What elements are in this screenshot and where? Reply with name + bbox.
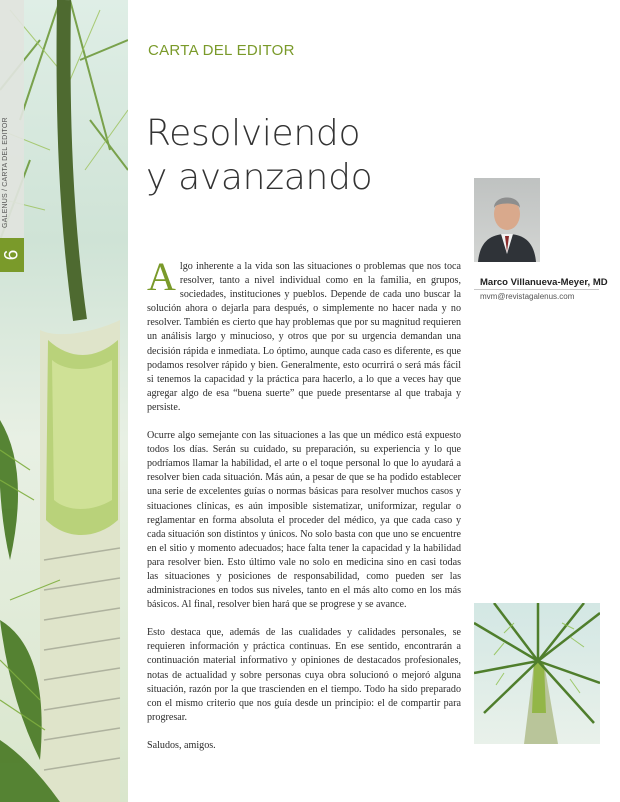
title-line-1: Resolviendo: [146, 113, 361, 154]
paragraph-2: Ocurre algo semejante con las situaciones a las que un médico está expuesto todos los días. Serán su cuidado, su preparación, su experiencia y lo que podríamos llamar la habilidad, el arte o el toque personal lo que lo ayudará a resolver bien cada situación. Más aún, a pesar de que se ha podido establecer una serie de excelentes guías o normas básicas para resolver muchos casos y situaciones clínicas, es aún imposible sistematizar, uniformizar, regular o reglamentar en forma absoluta el proceder del médico, ya que cada caso y cada situación son distintos y únicos. No solo basta con que uno se encuentre en el sitio y momento adecuados; hace falta tener la capacidad y la habilidad para resolver bien. Esto último vale no solo en medicina sino en casi todas las situaciones y posiciones de responsabilidad, como pueden ser las administraciones en todos sus niveles, tanto en el más alto como en los más básicos. Al final, resolver bien hará que se progrese y se avance.: [147, 430, 461, 611]
author-email: mvm@revistagalenus.com: [480, 292, 575, 301]
page-number: [0, 238, 24, 272]
author-photo: [474, 178, 540, 262]
palm-thumbnail-photo: [474, 603, 600, 744]
title-line-2: y avanzando: [146, 157, 373, 198]
section-heading: CARTA DEL EDITOR: [148, 42, 295, 59]
paragraph-3: Esto destaca que, además de las cualidades y calidades personales, se requieren información y práctica continuas. En ese sentido, encontrarán a continuación material informativo y opiniones de destacados profesionales, notas de actualidad y sobre personas cuya obra solucionó o mejoró alguna situación, razón por la que trascienden en el tiempo. Todo ha sido preparado con el mismo criterio que nos guía desde un principio: el de compartir para progresar.: [147, 627, 461, 723]
article-title: [146, 112, 446, 200]
author-divider: [474, 289, 599, 290]
closing-line: Saludos, amigos.: [147, 739, 216, 751]
author-name: Marco Villanueva-Meyer, MD: [480, 277, 608, 288]
article-body: [147, 254, 461, 767]
drop-cap: A: [147, 254, 176, 299]
paragraph-1: [147, 254, 461, 415]
section-tab-label: GALENUS / CARTA DEL EDITOR: [2, 117, 9, 228]
paragraph-1-text: lgo inherente a la vida son las situaciones o problemas que nos toca resolver, tanto a nivel individual como en la familia, en grupos, sociedades, instituciones y pueblos. Depende de cada uno buscar la solución ahora o dejarla para después, o simplemente no hacer nada y no resolver. También es cierto que hay problemas que por su magnitud requieren un análisis largo y minucioso, y otros que por su urgencia demandan una decisión rápida e inmediata. Lo óptimo, aunque cada caso es diferente, es que podamos resolver rápido y bien. Generalmente, esto ocurrirá o será más fácil si tenemos la capacidad y la práctica para hacerlo, a lo que a veces hay que agregar algo de esa “buena suerte” que puede presentarse al que trabaja y persiste.: [147, 261, 461, 413]
page-number-text: 6: [0, 249, 22, 261]
